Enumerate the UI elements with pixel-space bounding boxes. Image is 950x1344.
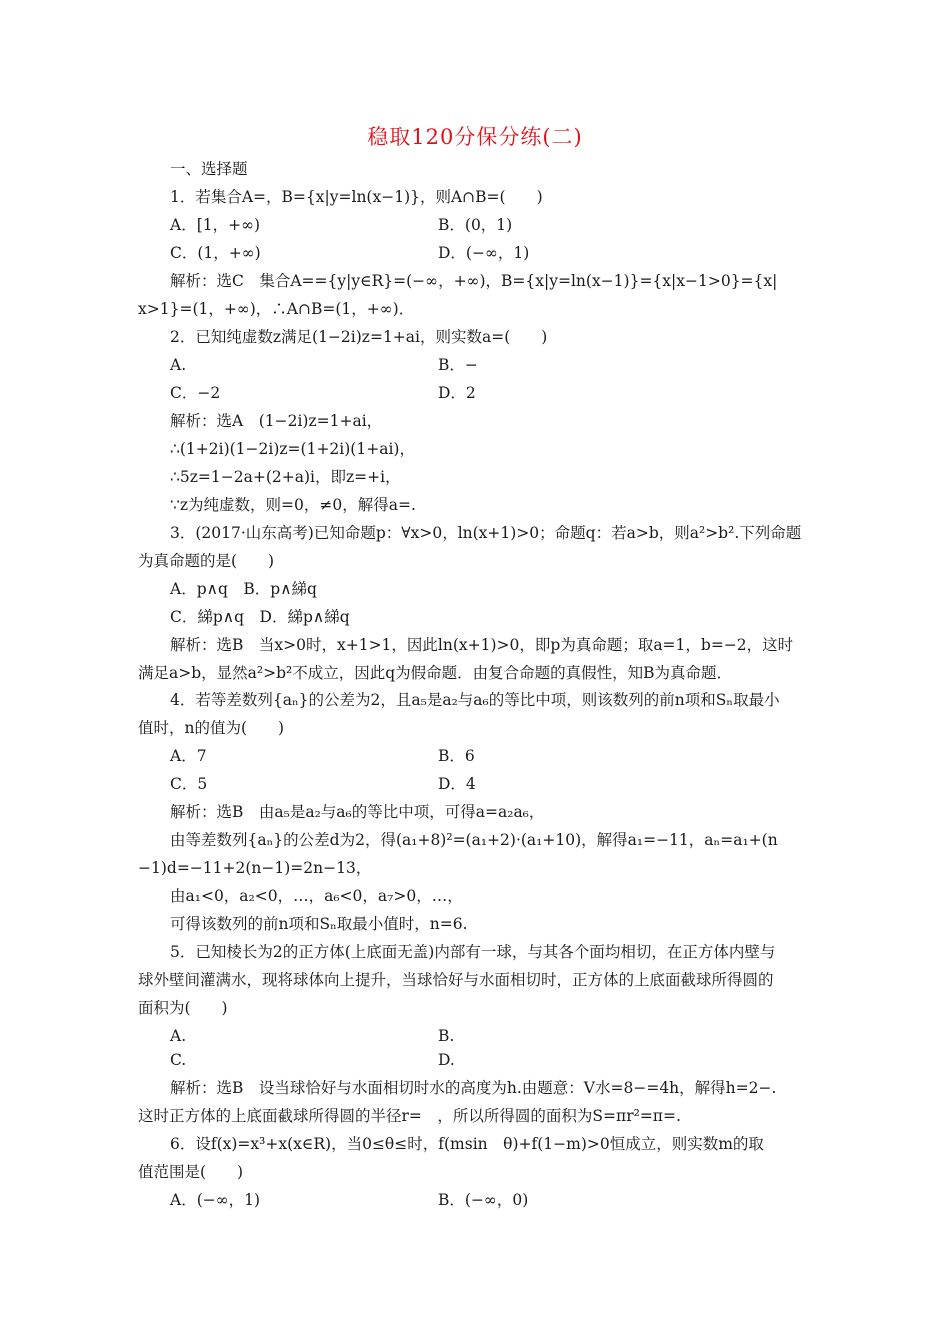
- q6-option-b: B．(−∞，0): [438, 1191, 529, 1209]
- section-heading: 一、选择题: [170, 160, 248, 178]
- question-6-cont: 值范围是( ): [138, 1163, 244, 1181]
- q2-solution-line-4: ∵z为纯虚数，则=0，≠0，解得a=.: [170, 496, 416, 514]
- q4-option-c: C．5: [170, 775, 208, 793]
- question-3-cont: 为真命题的是( ): [138, 552, 275, 570]
- q4-solution-line-2: 由等差数列{aₙ}的公差d为2，得(a₁+8)²=(a₁+2)·(a₁+10)，解得a₁=−11，aₙ=a₁+(n: [170, 831, 778, 849]
- question-4-cont: 值时，n的值为( ): [138, 719, 285, 737]
- question-5-line-3: 面积为( ): [138, 999, 228, 1017]
- q3-solution-cont: 满足a>b，显然a²>b²不成立，因此q为假命题．由复合命题的真假性，知B为真命题．: [138, 664, 733, 682]
- question-5-line-2: 球外壁间灌满水，现将球体向上提升，当球恰好与水面相切时，正方体的上底面截球所得圆的: [138, 971, 774, 989]
- q1-solution: 解析：选C 集合A=={y|y∈R}=(−∞，+∞)，B={x|y=ln(x−1)}={x|x−1>0}={x|: [170, 272, 778, 290]
- q2-option-b: B．−: [438, 356, 478, 374]
- q1-option-d: D．(−∞，1): [438, 244, 530, 262]
- page-title: 稳取120分保分练(二): [367, 125, 583, 149]
- q2-option-d: D．2: [438, 384, 476, 402]
- q5-solution: 解析：选B 设当球恰好与水面相切时水的高度为h.由题意：V水=8−=4h，解得h=2−.: [170, 1079, 777, 1097]
- question-2: 2．已知纯虚数z满足(1−2i)z=1+ai，则实数a=( ): [170, 328, 548, 346]
- q1-option-a: A．[1，+∞): [170, 216, 261, 234]
- q4-option-b: B．6: [438, 747, 475, 765]
- q2-option-a: A.: [170, 356, 187, 374]
- q5-option-a: A.: [170, 1027, 187, 1045]
- q2-solution-line-2: ∴(1+2i)(1−2i)z=(1+2i)(1+ai)，: [170, 440, 415, 458]
- q1-option-c: C．(1，+∞): [170, 244, 261, 262]
- q5-option-b: B.: [438, 1027, 455, 1045]
- q4-option-d: D．4: [438, 775, 476, 793]
- q4-solution-line-3: −1)d=−11+2(n−1)=2n−13，: [138, 859, 372, 877]
- q5-solution-cont: 这时正方体的上底面截球所得圆的半径r= ，所以所得圆的面积为S=πr²=π=.: [138, 1107, 681, 1125]
- question-5: 5．已知棱长为2的正方体(上底面无盖)内部有一球，与其各个面均相切，在正方体内壁与: [170, 943, 776, 961]
- question-1: 1．若集合A=，B={x|y=ln(x−1)}，则A∩B=( ): [170, 188, 543, 206]
- q3-solution: 解析：选B 当x>0时，x+1>1，因此ln(x+1)>0，即p为真命题；取a=1，b=−2，这时: [170, 636, 794, 654]
- q4-option-a: A．7: [170, 747, 207, 765]
- q1-option-b: B．(0，1): [438, 216, 513, 234]
- q5-option-d: D.: [438, 1051, 455, 1069]
- q2-solution-line-3: ∴5z=1−2a+(2+a)i，即z=+i，: [170, 468, 401, 486]
- q2-solution: 解析：选A (1−2i)z=1+ai，: [170, 412, 383, 430]
- q6-option-a: A．(−∞，1): [170, 1191, 261, 1209]
- q5-option-c: C.: [170, 1051, 187, 1069]
- q4-solution: 解析：选B 由a₅是a₂与a₆的等比中项，可得a=a₂a₆，: [170, 803, 545, 821]
- q2-option-c: C．−2: [170, 384, 221, 402]
- q4-solution-line-5: 可得该数列的前n项和Sₙ取最小值时，n=6.: [170, 915, 468, 933]
- q3-options-ab: A．p∧q B．p∧綈q: [170, 580, 317, 598]
- question-4: 4．若等差数列{aₙ}的公差为2，且a₅是a₂与a₆的等比中项，则该数列的前n项和Sₙ取最小: [170, 691, 780, 709]
- q1-solution-cont: x>1}=(1，+∞)，∴A∩B=(1，+∞)．: [138, 300, 415, 318]
- q4-solution-line-4: 由a₁<0，a₂<0，…，a₆<0，a₇>0，…，: [170, 887, 463, 905]
- question-6: 6．设f(x)=x³+x(x∈R)，当0≤θ≤时，f(msin θ)+f(1−m)>0恒成立，则实数m的取: [170, 1135, 764, 1153]
- q3-options-cd: C．綈p∧q D．綈p∧綈q: [170, 608, 350, 626]
- question-3: 3．(2017·山东高考)已知命题p：∀x>0，ln(x+1)>0；命题q：若a>b，则a²>b².下列命题: [170, 524, 802, 542]
